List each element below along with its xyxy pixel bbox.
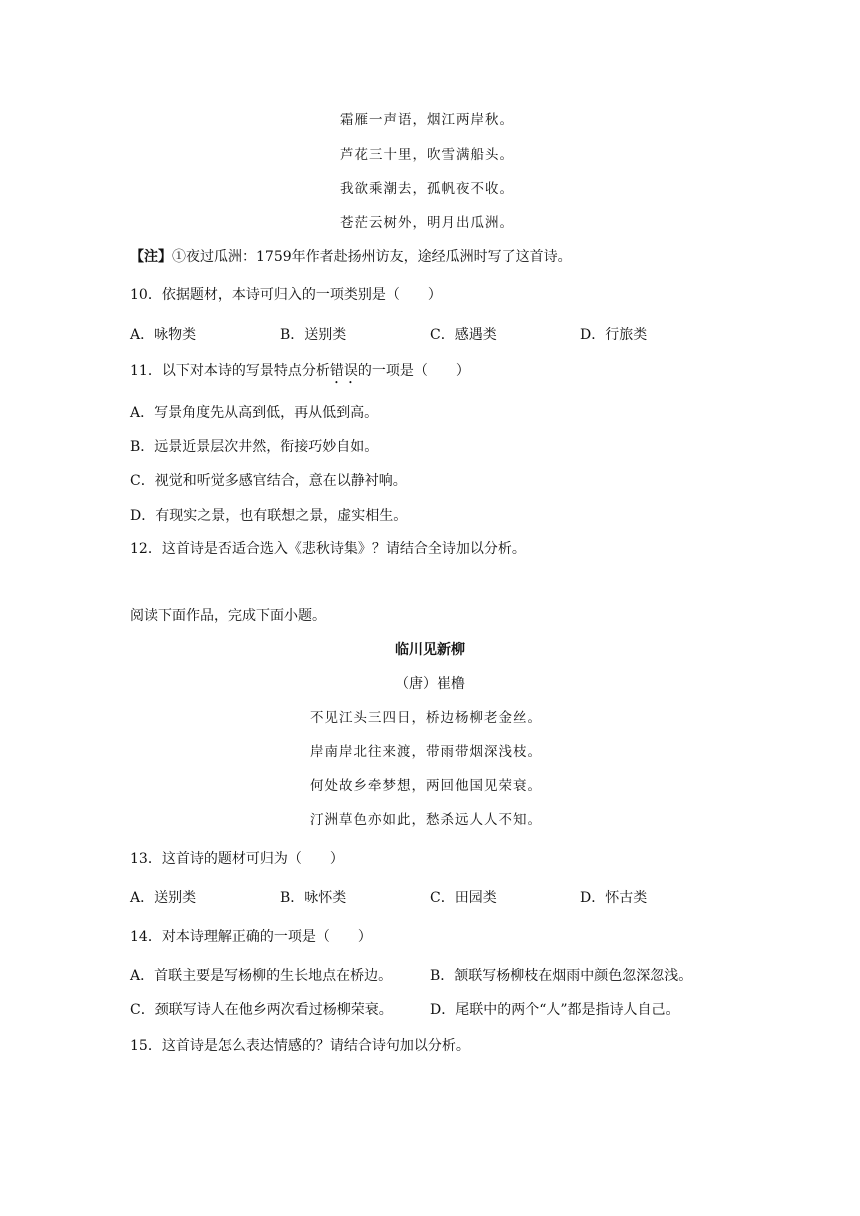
note-text: ①夜过瓜洲：1759年作者赴扬州访友，途经瓜洲时写了这首诗。	[172, 249, 572, 265]
q14-option-d: D．尾联中的两个“人”都是指诗人自己。	[430, 1002, 680, 1018]
poem1-line-1: 霜雁一声语，烟江两岸秋。	[340, 112, 514, 128]
q13-option-a: A．送别类	[130, 890, 197, 906]
q12-stem: 12．这首诗是否适合选入《悲秋诗集》？请结合全诗加以分析。	[130, 541, 526, 557]
q10-stem: 10．依据题材，本诗可归入的一项类别是（ ）	[130, 287, 442, 303]
q10-option-d: D．行旅类	[580, 327, 648, 343]
q11-option-b: B．远景近景层次井然，衔接巧妙自如。	[130, 439, 379, 455]
q11-stem-post: 的一项是（ ）	[357, 363, 470, 379]
poem2-line-4: 汀洲草色亦如此，愁杀远人人不知。	[310, 812, 542, 828]
q10-option-c: C．感遇类	[430, 327, 497, 343]
q14-option-b: B．颔联写杨柳枝在烟雨中颜色忽深忽浅。	[430, 968, 693, 984]
q13-option-c: C．田园类	[430, 890, 497, 906]
q11-option-a: A．写景角度先从高到低，再从低到高。	[130, 405, 379, 421]
poem2-line-2: 岸南岸北往来渡，带雨带烟深浅枝。	[310, 744, 542, 760]
poem1-note	[130, 247, 572, 267]
poem2-line-3: 何处故乡牵梦想，两回他国见荣衰。	[310, 778, 542, 794]
q13-stem: 13．这首诗的题材可归为（ ）	[130, 851, 344, 867]
q13-option-d: D．怀古类	[580, 890, 648, 906]
q14-option-c: C．颈联写诗人在他乡两次看过杨柳荣衰。	[130, 1002, 393, 1018]
note-tag: 【注】	[130, 249, 172, 265]
q15-stem: 15．这首诗是怎么表达情感的？请结合诗句加以分析。	[130, 1038, 470, 1054]
q10-option-a: A．咏物类	[130, 327, 197, 343]
q13-option-b: B．咏怀类	[280, 890, 347, 906]
poem1-line-4: 苍茫云树外，明月出瓜洲。	[340, 215, 514, 231]
q10-option-b: B．送别类	[280, 327, 347, 343]
poem1-line-2: 芦花三十里，吹雪满船头。	[340, 147, 514, 163]
poem2-author: （唐）崔橹	[395, 676, 465, 692]
q11-option-c: C．视觉和听觉多感官结合，意在以静衬响。	[130, 473, 407, 489]
poem2-title: 临川见新柳	[395, 642, 465, 658]
q11-stem-pre: 11．以下对本诗的写景特点分析	[130, 363, 330, 379]
poem1-line-3: 我欲乘潮去，孤帆夜不收。	[340, 181, 514, 197]
q11-stem	[130, 361, 470, 387]
poem2-line-1: 不见江头三四日，桥边杨柳老金丝。	[310, 710, 542, 726]
q14-option-a: A．首联主要是写杨柳的生长地点在桥边。	[130, 968, 393, 984]
q11-option-d: D．有现实之景，也有联想之景，虚实相生。	[130, 508, 408, 524]
section2-intro: 阅读下面作品，完成下面小题。	[130, 608, 326, 624]
q11-stem-emphasis: 错误	[329, 363, 358, 379]
q14-stem: 14．对本诗理解正确的一项是（ ）	[130, 929, 372, 945]
